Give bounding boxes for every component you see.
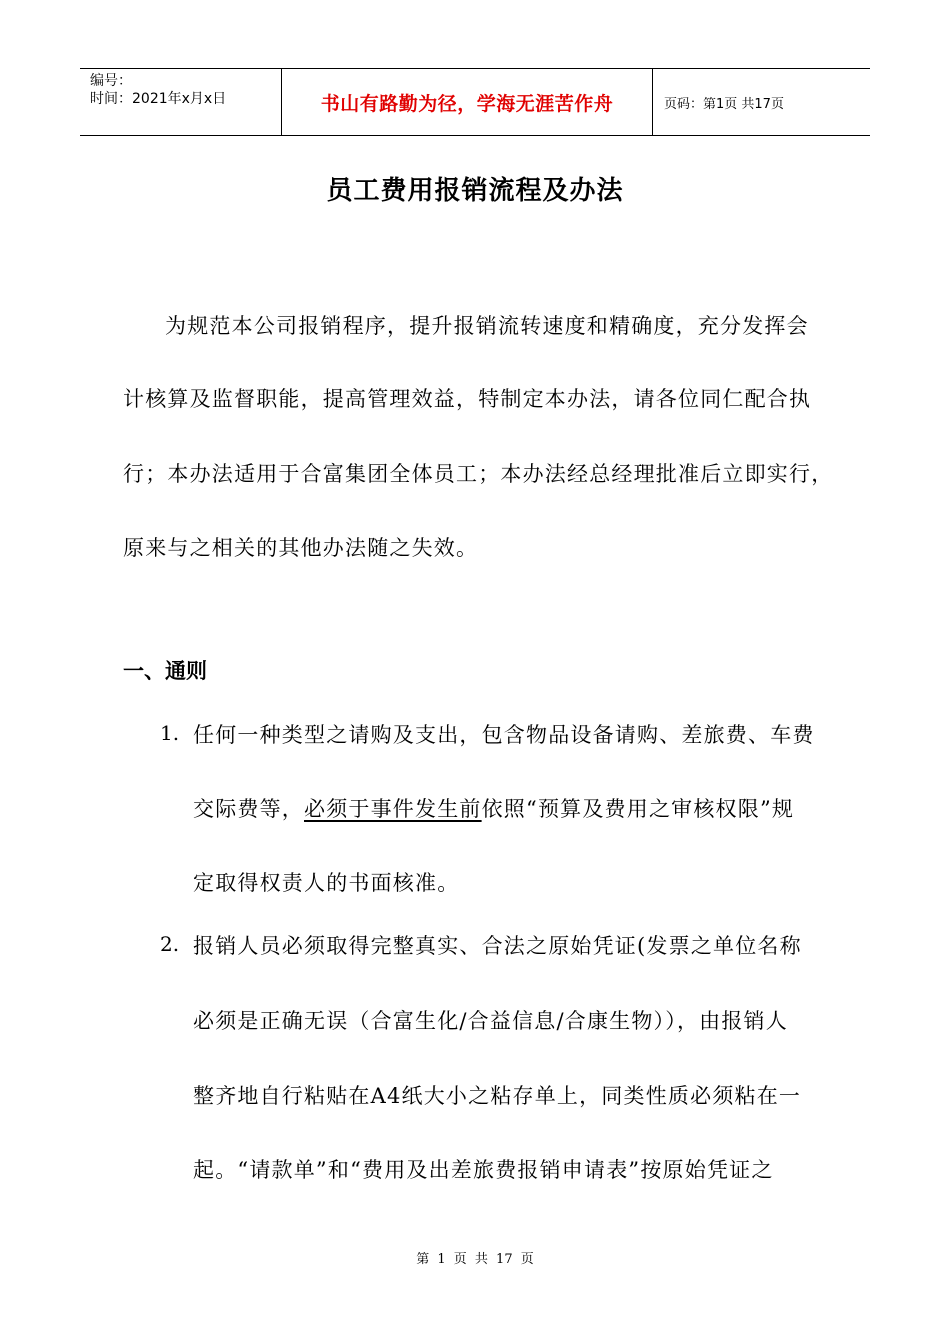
- section-heading: 一、通则: [123, 659, 207, 683]
- list-item-line: [193, 793, 794, 823]
- header-page-info: 页码：第1页 共17页: [664, 96, 784, 112]
- header-meta: [80, 69, 281, 135]
- plain-text: 交际费等，: [193, 797, 304, 821]
- intro-line: 为规范本公司报销程序，提升报销流转速度和精确度，充分发挥会: [165, 314, 809, 338]
- document-title: 员工费用报销流程及办法: [326, 176, 624, 206]
- list-item-line: 任何一种类型之请购及支出，包含物品设备请购、差旅费、车费: [193, 723, 815, 747]
- intro-line: 行；本办法适用于合富集团全体员工；本办法经总经理批准后立即实行，: [123, 462, 834, 486]
- list-item-number: 1.: [160, 721, 180, 745]
- list-item-line: 起。“请款单”和“费用及出差旅费报销申请表”按原始凭证之: [193, 1158, 774, 1182]
- header-table: [80, 68, 870, 136]
- list-item-line: 定取得权责人的书面核准。: [193, 871, 460, 895]
- list-item-line: 必须是正确无误（合富生化/合益信息/合康生物）），由报销人: [193, 1009, 788, 1033]
- list-item-line: 报销人员必须取得完整真实、合法之原始凭证(发票之单位名称: [193, 934, 802, 958]
- intro-line: 计核算及监督职能，提高管理效益，特制定本办法，请各位同仁配合执: [123, 387, 812, 411]
- date-label: 时间：2021年x月x日: [90, 91, 227, 107]
- underlined-emphasis: 必须于事件发生前: [304, 797, 482, 821]
- page-footer: 第 1 页 共 17 页: [416, 1252, 534, 1267]
- list-item-line: 整齐地自行粘贴在A4纸大小之粘存单上，同类性质必须粘在一: [193, 1084, 802, 1108]
- serial-number-label: 编号：: [90, 73, 132, 89]
- plain-text: 依照“预算及费用之审核权限”规: [481, 797, 795, 821]
- intro-line: 原来与之相关的其他办法随之失效。: [123, 536, 479, 560]
- list-item-number: 2.: [160, 932, 180, 956]
- header-motto: 书山有路勤为径，学海无涯苦作舟: [281, 69, 653, 135]
